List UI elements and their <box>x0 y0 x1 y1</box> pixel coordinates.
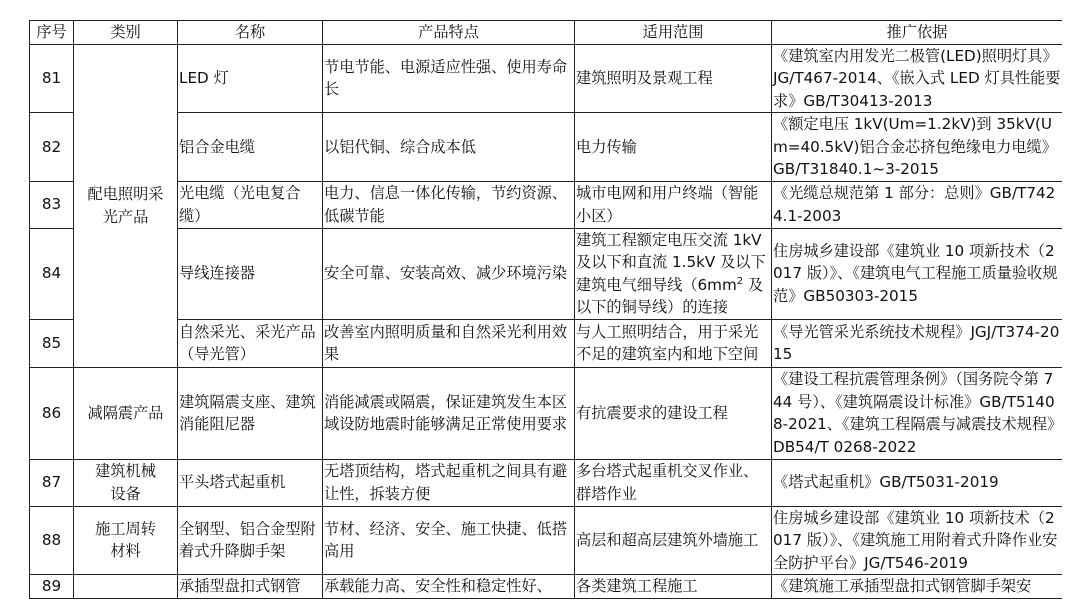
product-name: 建筑隔震支座、建筑消能阻尼器 <box>178 367 323 459</box>
product-basis: 《建筑室内用发光二极管(LED)照明灯具》JG/T467-2014、《嵌入式 LED 灯具性能要求》GB/T30413-2013 <box>772 44 1063 113</box>
product-scope: 多台塔式起重机交叉作业、群塔作业 <box>575 459 772 506</box>
product-name: 平头塔式起重机 <box>178 459 323 506</box>
category-cell: 建筑机械设备 <box>74 459 178 506</box>
product-scope: 电力传输 <box>575 113 772 182</box>
table-header-row <box>30 21 1063 45</box>
product-scope: 与人工照明结合，用于采光不足的建筑室内和地下空间 <box>575 319 772 367</box>
product-name: LED 灯 <box>178 44 323 113</box>
table-row <box>30 319 1063 367</box>
category-cell: 施工周转材料 <box>74 506 178 575</box>
row-number: 83 <box>30 181 74 228</box>
table-row <box>30 228 1063 319</box>
product-features: 节电节能、电源适应性强、使用寿命长 <box>323 44 575 113</box>
product-features: 节材、经济、安全、施工快捷、低搭高用 <box>323 506 575 575</box>
product-basis: 《光缆总规范第 1 部分：总则》GB/T7424.1-2003 <box>772 181 1063 228</box>
row-number: 81 <box>30 44 74 113</box>
product-features: 无塔顶结构，塔式起重机之间具有避让性，拆装方便 <box>323 459 575 506</box>
header-no: 序号 <box>30 21 74 45</box>
scope-text-b: 及以下的铜导线）的连接 <box>576 275 764 316</box>
product-scope <box>575 228 772 319</box>
product-basis: 《建筑施工承插型盘扣式钢管脚手架安 <box>772 575 1063 599</box>
product-basis: 住房城乡建设部《建筑业 10 项新技术（2017 版）》、《建筑施工用附着式升降作业安全防护平台》JG/T546-2019 <box>772 506 1063 575</box>
product-basis: 《导光管采光系统技术规程》JGJ/T374-2015 <box>772 319 1063 367</box>
product-name: 自然采光、采光产品（导光管） <box>178 319 323 367</box>
product-name: 全钢型、铝合金型附着式升降脚手架 <box>178 506 323 575</box>
product-features: 消能减震或隔震，保证建筑发生本区域设防地震时能够满足正常使用要求 <box>323 367 575 459</box>
row-number: 88 <box>30 506 74 575</box>
table-row <box>30 113 1063 182</box>
product-basis: 《塔式起重机》GB/T5031-2019 <box>772 459 1063 506</box>
product-features: 以铝代铜、综合成本低 <box>323 113 575 182</box>
header-basis: 推广依据 <box>772 21 1063 45</box>
product-features: 承载能力高、安全性和稳定性好、 <box>323 575 575 599</box>
product-scope: 建筑照明及景观工程 <box>575 44 772 113</box>
row-number: 87 <box>30 459 74 506</box>
table-row <box>30 44 1063 113</box>
table-row <box>30 506 1063 575</box>
product-features: 电力、信息一体化传输，节约资源、低碳节能 <box>323 181 575 228</box>
category-cell: 配电照明采光产品 <box>74 44 178 367</box>
scope-text-a: 建筑工程额定电压交流 1kV 及以下和直流 1.5kV 及以下建筑电气细导线（6mm <box>576 230 766 294</box>
product-basis: 《建设工程抗震管理条例》（国务院令第 744 号）、《建筑隔震设计标准》GB/T51408-2021、《建筑工程隔震与减震技术规程》DB54/T 0268-2022 <box>772 367 1063 459</box>
row-number: 85 <box>30 319 74 367</box>
product-scope: 高层和超高层建筑外墙施工 <box>575 506 772 575</box>
table-row <box>30 367 1063 459</box>
product-name: 铝合金电缆 <box>178 113 323 182</box>
table-row <box>30 181 1063 228</box>
header-category: 类别 <box>74 21 178 45</box>
header-scope: 适用范围 <box>575 21 772 45</box>
product-name: 导线连接器 <box>178 228 323 319</box>
product-name: 光电缆（光电复合缆） <box>178 181 323 228</box>
product-features: 改善室内照明质量和自然采光利用效果 <box>323 319 575 367</box>
product-scope: 有抗震要求的建设工程 <box>575 367 772 459</box>
header-features: 产品特点 <box>323 21 575 45</box>
row-number: 89 <box>30 575 74 599</box>
product-scope: 各类建筑工程施工 <box>575 575 772 599</box>
product-scope: 城市电网和用户终端（智能小区） <box>575 181 772 228</box>
product-name: 承插型盘扣式钢管 <box>178 575 323 599</box>
category-cell <box>74 575 178 599</box>
product-basis: 《额定电压 1kV(Um=1.2kV)到 35kV(Um=40.5kV)铝合金芯挤包绝缘电力电缆》GB/T31840.1~3-2015 <box>772 113 1063 182</box>
product-basis: 住房城乡建设部《建筑业 10 项新技术（2017 版）》、《建筑电气工程施工质量验收规范》GB50303-2015 <box>772 228 1063 319</box>
table-row <box>30 575 1063 599</box>
row-number: 82 <box>30 113 74 182</box>
superscript-2: 2 <box>736 275 744 287</box>
row-number: 86 <box>30 367 74 459</box>
product-table <box>29 20 1062 599</box>
category-cell: 减隔震产品 <box>74 367 178 459</box>
product-features: 安全可靠、安装高效、减少环境污染 <box>323 228 575 319</box>
row-number: 84 <box>30 228 74 319</box>
table-row <box>30 459 1063 506</box>
spec-table-container <box>29 20 1062 611</box>
header-name: 名称 <box>178 21 323 45</box>
